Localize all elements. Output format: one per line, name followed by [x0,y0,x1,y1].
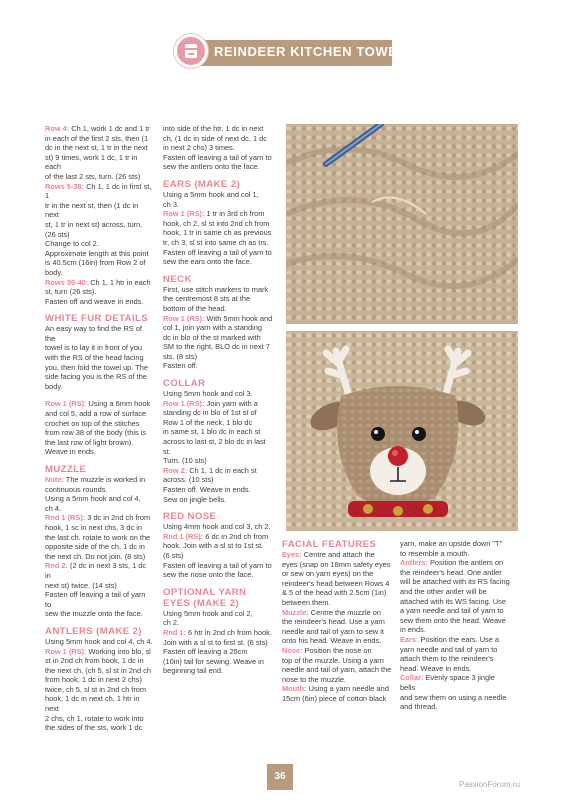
step-text: 6 htr in 2nd ch from hook. [186,627,272,637]
step-text: sts. (8 sts) [163,351,198,361]
step-text: dc in the next st, 1 tr in the next [45,143,148,153]
step-label: Note: [45,475,64,484]
text-line [163,657,275,667]
step-text: sew the nose onto the face. [163,570,254,580]
step-text: towel is to lay it in front of you [45,343,142,353]
step-label: Nose: [282,645,303,655]
step-text: With 5mm hook and [204,313,273,323]
text-line [163,666,275,676]
text-line [45,675,153,685]
step-text: Turn. (10 sts) [163,456,207,466]
step-text: sew the antlers onto the face. [163,162,260,172]
step-text: col 1, join yarn with a standing [163,323,263,333]
text-line [163,609,275,619]
step-label: Mouth: [282,684,307,694]
text-line [400,577,512,587]
step-label: Rnd 2: [45,561,68,571]
text-line [163,541,275,551]
step-text: of the last 2 sts, turn. (26 sts) [45,171,141,181]
step-text: to resemble a mouth. [400,548,470,558]
step-text: sew the ears onto the face. [163,257,252,267]
text-line [45,230,153,240]
text-column-4 [400,539,512,712]
step-text: Change to col 2. [45,239,99,249]
text-line [163,124,275,134]
step-text: Row 1 of the neck, 1 blo dc [163,417,253,427]
step-text: hook, 1 tr in same ch as previous [163,228,272,238]
step-text: in ends. [400,625,426,635]
text-line [45,581,153,591]
text-line [163,304,275,314]
text-line [45,419,153,429]
step-text: First, use stitch markers to mark [163,284,269,294]
step-text: yarn, make an upside down "T" [400,539,503,548]
watermark: PassionForum.ru [459,780,520,789]
step-label: Rnd 1 (RS): [163,531,204,541]
step-text: you, then fold the towel up. The [45,362,148,372]
text-line [163,427,275,437]
step-text: tr, ch 3, sl st into same ch as trs. [163,237,269,247]
text-line [282,627,392,637]
text-line [163,153,275,163]
text-line [163,228,275,238]
step-text: dc in blo of the st marked with [163,332,261,342]
text-line [163,475,275,485]
text-line [45,513,153,523]
text-line [282,684,392,694]
step-text: st, 1 tr in next st) across, turn. [45,219,143,229]
step-text: and the other antler will be [400,586,487,596]
step-text: continuous rounds. [45,484,108,494]
text-line [45,153,153,172]
step-text: attach them to the reindeer's [400,654,494,664]
step-text: 6 dc in 2nd ch from [203,531,269,541]
step-text: Working into blo, sl [86,646,151,656]
text-line [282,656,392,666]
step-text: needle and tail of yarn, attach the [282,665,392,675]
step-text: Position the antlers on [427,558,504,568]
step-text: Join with a sl st to first st. (6 sts) [163,637,268,647]
text-line [45,372,153,382]
text-line [163,399,275,409]
step-text: tr in the next st, then (1 dc in next [45,200,139,220]
step-text: reindeer's head between Rows 4 [282,578,390,588]
text-line [45,447,153,457]
step-text: Using a 6mm hook [86,399,151,409]
text-line [163,134,275,144]
text-line [45,258,153,268]
text-line [45,523,153,533]
text-line [163,314,275,324]
text-line [45,494,153,504]
text-line [45,485,153,495]
page-number: 36 [267,764,293,790]
text-line [45,647,153,657]
step-text: nose to the muzzle. [282,674,347,684]
step-text: the reindeer's head. One antler [400,567,502,577]
text-line [163,418,275,428]
text-line [45,324,153,343]
step-text: ch 3. [163,199,180,209]
text-line [400,693,512,703]
step-text: and col 5, add a row of surface [45,409,147,419]
step-text: ch 2. [163,618,180,628]
text-line [45,533,153,543]
step-label: Ears: [400,634,419,644]
text-line [282,550,392,560]
step-text: st) 9 times, work 1 dc, 1 tr in each [45,152,138,172]
text-line [163,466,275,476]
step-text: Fasten off leaving a 25cm [163,647,248,657]
text-line [45,475,153,485]
step-text: into side of the htr, 1 dc in next [163,124,264,133]
step-label: Row 4: [45,124,70,133]
step-text: & 5 of the head with 2.5cm (1in) [282,588,387,598]
step-label: Row 1 (RS): [163,313,205,323]
step-text: (2 dc in next 3 sts, 1 dc in [45,561,147,580]
step-text: twice, ch 5, sl st in 2nd ch from [45,684,147,694]
step-text: Ch 1, work 1 dc and 1 tr [69,124,150,133]
text-line [163,561,275,571]
section-heading: ANTLERS (MAKE 2) [45,625,143,637]
text-line [45,561,153,580]
text-line [163,570,275,580]
step-text: Fasten off. Weave in ends. [163,485,251,494]
step-text: bottom of the head. [163,303,227,313]
step-text: the sides of the sts, work 1 dc [45,723,143,733]
step-text: 3 dc in 2nd ch from [85,513,151,523]
step-text: An easy way to find the RS of the [45,324,142,343]
text-line [163,638,275,648]
section-heading: FACIAL FEATURES [282,539,377,550]
text-line [163,647,275,657]
step-text: sew the muzzle onto the face. [45,609,143,619]
section-heading: MUZZLE [45,464,87,475]
text-line [163,285,275,295]
text-line [163,219,275,229]
page-title: REINDEER KITCHEN TOWEL [214,44,407,59]
text-line [163,551,275,561]
text-line [163,294,275,304]
text-line [400,645,512,655]
step-text: needle and tail of yarn to sew it [282,626,384,636]
text-line [400,539,512,549]
text-line [400,702,512,712]
text-line [163,352,275,362]
text-line [45,249,153,259]
step-text: ch, (1 dc in side of next dc, 1 dc [163,133,267,143]
text-line [163,333,275,343]
step-text: the next ch, (ch 5, sl st in 2nd ch [45,665,151,675]
text-column-1 [45,124,153,733]
text-line [163,342,275,352]
text-line [45,134,153,144]
step-text: crochet on top of the stitches [45,418,140,428]
step-text: a yarn needle and tail of yarn to [400,606,504,616]
step-text: Centre and attach the [301,550,375,559]
text-line [163,437,275,456]
text-line [163,200,275,210]
text-line [282,598,392,608]
step-text: from hook, 1 dc in next 2 chs) [45,675,142,685]
text-line [45,694,153,713]
text-line [282,665,392,675]
text-line [163,408,275,418]
text-line [400,673,512,692]
text-line [163,143,275,153]
step-text: Using a yarn needle and [306,684,389,694]
step-text: across to last st, 2 blo dc in last st. [163,437,266,456]
step-text: onto his head. Weave in ends. [282,636,382,646]
step-text: Fasten off leaving a tail of yarn to [163,247,272,257]
step-text: (10in) tail for sewing. Weave in [163,656,264,666]
section-heading: COLLAR [163,378,206,390]
step-label: Row 1 (RS): [45,646,87,656]
text-column-3 [282,539,392,704]
text-line [400,587,512,597]
text-line [400,654,512,664]
step-text: head. Weave in ends. [400,663,472,673]
text-line [282,588,392,598]
text-line [45,428,153,438]
step-text: ch 4. [45,503,62,513]
step-text: is 40.5cm (16in) from Row 2 of [45,258,146,268]
step-text: Fasten off leaving a tail of yarn to [163,560,272,570]
text-line [45,182,153,201]
text-line [45,297,153,307]
text-line [45,124,153,134]
step-text: Using 5mm hook and col 2, [163,608,253,618]
step-text: with the RS of the head facing [45,353,144,363]
step-text: top of the muzzle. Using a yarn [282,655,384,665]
text-line [163,628,275,638]
step-text: Position the ears. Use a [418,634,500,644]
text-line [45,590,153,609]
step-label: Rnd 1 (RS): [45,513,86,523]
photo-crochet-texture [286,124,518,324]
step-text: Using 5mm hook and col 4, ch 4. [45,636,153,646]
text-line [45,353,153,363]
text-line [45,438,153,448]
step-text: the last row of light brown). [45,437,134,447]
text-line [45,239,153,249]
text-line [45,504,153,514]
text-line [400,558,512,568]
step-text: hook, ch 2, sl st into 2nd ch from [163,218,270,228]
step-text: Ch 1, 1 htr in each [88,277,151,287]
text-line [163,456,275,466]
text-line [163,389,275,399]
text-line [163,162,275,172]
text-line [45,542,153,552]
step-text: Using a 5mm hook and col 4, [45,494,141,504]
text-line [282,646,392,656]
text-line [45,723,153,733]
text-line [45,409,153,419]
step-text: the last ch. rotate to work on the [45,532,151,542]
text-line [45,382,153,392]
text-line [400,635,512,645]
section-heading: NECK [163,273,192,285]
text-line [163,190,275,200]
step-text: Using a 5mm hook and col 1, [163,189,259,199]
step-text: next st) twice. (14 sts) [45,580,117,590]
step-text: Approximate length at this point [45,248,149,258]
step-text: and sew them on using a needle [400,692,507,702]
step-text: Sew on jingle bells. [163,494,227,504]
text-line [45,268,153,278]
step-text: hook, 1 sc in next chs, 3 dc in [45,522,142,532]
step-label: Row 1 (RS): [163,398,205,408]
text-line [163,618,275,628]
step-text: body. [45,267,63,277]
text-line [45,278,153,288]
step-text: 1 tr in 3rd ch from [204,209,265,219]
step-text: Fasten off leaving a tail of yarn to [163,152,272,162]
step-text: Using 4mm hook and col 3, ch 2. [163,522,271,532]
step-text: st, turn (26 sts). [45,287,97,297]
step-label: Row 1 (RS): [45,399,87,409]
text-line [163,495,275,505]
step-text: Weave in ends. [45,447,96,457]
step-text: and thread. [400,702,438,712]
step-text: eyes (snap on 18mm safety eyes [282,559,391,569]
step-text: Fasten off leaving a tail of yarn to [45,590,146,609]
text-line [45,609,153,619]
text-line [163,323,275,333]
step-label: Rnd 1: [163,627,186,637]
text-line [282,569,392,579]
text-line [163,257,275,267]
text-line [282,560,392,570]
text-line [163,522,275,532]
text-line [45,172,153,182]
step-text: Position the nose on [302,645,372,655]
step-text: Fasten off and weave in ends. [45,296,144,306]
text-line [282,675,392,685]
step-text: 15cm (6in) piece of cotton black [282,693,387,703]
step-text: 2 chs, ch 1, rotate to work into [45,713,144,723]
text-line [163,209,275,219]
step-text: SM to the right, BLO dc in next 7 [163,342,270,352]
text-line [45,220,153,230]
text-line [163,238,275,248]
step-text: Evenly space 3 jingle bells [400,673,495,692]
text-line [400,616,512,626]
step-text: st in 2nd ch from hook, 1 dc in [45,656,144,666]
step-text: hook, 1 dc in next ch, 1 htr in next [45,694,140,714]
text-line [163,532,275,542]
text-line [45,637,153,647]
step-text: The muzzle is worked in [63,475,146,484]
text-line [45,363,153,373]
text-line [45,391,153,399]
step-text: hook. Join with a sl st to 1st st. [163,541,264,551]
text-line [282,617,392,627]
text-line [45,714,153,724]
text-line [45,666,153,676]
step-text: body. [45,381,63,391]
step-label: Collar: [400,673,424,683]
text-line [45,201,153,220]
text-line [45,287,153,297]
step-text: attached with its WS facing. Use [400,596,506,606]
towel-icon [174,34,208,68]
step-text: (6 sts) [163,550,184,560]
step-text: or sew on yarn eyes) on the [282,569,374,579]
text-line [163,248,275,258]
step-text: Centre the muzzle on [308,607,381,617]
step-text: Fasten off. [163,361,198,371]
step-label: Eyes: [282,550,302,559]
step-text: from row 38 of the body (this is [45,428,147,438]
text-line [400,549,512,559]
step-label: Muzzle: [282,607,309,617]
text-line [45,656,153,666]
step-text: standing dc in blo of 1st st of [163,408,257,418]
step-text: in next 2 chs) 3 times. [163,143,235,153]
step-label: Antlers: [400,558,428,568]
text-column-2 [163,124,275,676]
text-line [45,143,153,153]
step-text: will be attached with its RS facing [400,577,510,587]
step-text: sew them onto the head. Weave [400,615,506,625]
text-line [282,636,392,646]
step-label: Rows 39-40: [45,277,89,287]
section-heading: WHITE FUR DETAILS [45,313,149,325]
text-line [282,608,392,618]
step-text: Join yarn with a [204,398,258,408]
step-label: Row 2: [163,465,188,475]
text-line [282,579,392,589]
text-line [163,485,275,495]
step-text: yarn needle and tail of yarn to [400,644,498,654]
text-line [400,625,512,635]
step-text: across. (10 sts) [163,475,214,485]
text-line [282,694,392,704]
step-text: the reindeer's head. Use a yarn [282,617,385,627]
photo-reindeer-towel [286,331,518,531]
step-text: Using 5mm hook and col 3. [163,389,253,399]
section-heading: RED NOSE [163,511,217,523]
text-line [400,568,512,578]
step-text: Ch 1, 1 dc in first st, 1 [45,181,152,201]
step-text: between them. [282,597,331,607]
text-line [400,606,512,616]
step-text: the next ch. Do not join. (8 sts) [45,551,146,561]
step-text: side facing you is the RS of the [45,372,147,382]
text-line [400,664,512,674]
step-text: (26 sts) [45,229,70,239]
text-line [163,361,275,371]
text-line [45,552,153,562]
section-heading: EARS (MAKE 2) [163,178,241,190]
step-label: Rows 5-38: [45,181,85,191]
step-text: beginning tail end. [163,666,223,676]
text-line [400,597,512,607]
step-text: in each of the first 2 sts, then (1 [45,133,149,143]
step-text: Ch 1, 1 dc in each st [187,465,257,475]
step-label: Row 1 (RS): [163,209,205,219]
step-text: the centremost 8 sts at the [163,294,251,304]
step-text: in same st, 1 blo dc in each st [163,427,261,437]
step-text: opposite side of the ch, 1 dc in [45,542,145,552]
text-line [45,685,153,695]
section-heading: OPTIONAL YARN EYES (MAKE 2) [163,586,247,609]
text-line [45,343,153,353]
text-line [45,399,153,409]
